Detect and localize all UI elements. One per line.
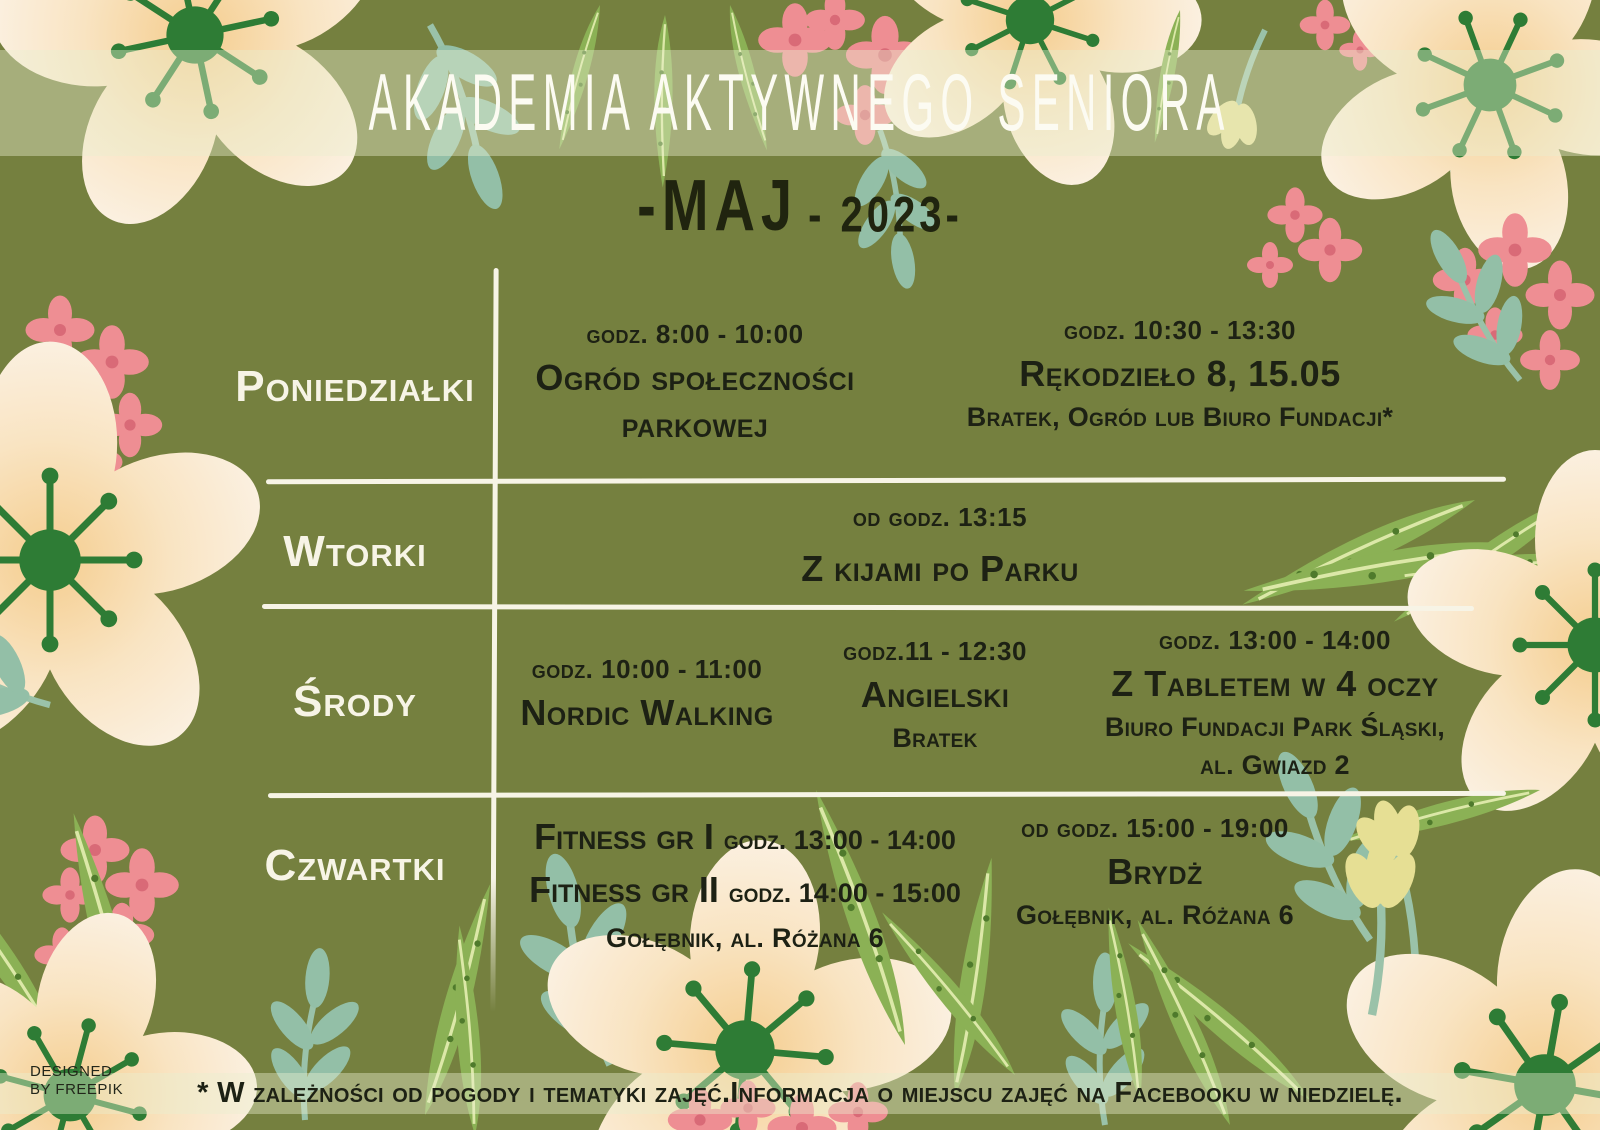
credit-line-1: DESIGNED: [30, 1063, 113, 1080]
footer-banner: [0, 1073, 1600, 1114]
activity-name: Ogród społeczności parkowej: [535, 357, 855, 445]
fitness-group-2: [505, 865, 985, 918]
activity-handicraft: [930, 312, 1430, 435]
activity-english: [800, 633, 1070, 756]
activity-location: Bratek: [892, 723, 978, 753]
activity-nordic-park: [560, 499, 1320, 592]
activity-location-line2: al. Gwiazd 2: [1200, 750, 1350, 780]
day-label-wednesday: Środy: [293, 677, 417, 726]
activity-nordic-walking: [497, 651, 797, 736]
activity-garden: [500, 316, 890, 448]
activity-time: od godz. 13:15: [852, 502, 1028, 532]
credit-line-2: BY FREEPIK: [30, 1081, 124, 1098]
day-label-tuesday: Wtorki: [283, 527, 427, 576]
activity-time: od godz. 15:00 - 19:00: [1021, 813, 1289, 843]
title-banner: [0, 50, 1600, 156]
activity-time: godz. 13:00 - 14:00: [723, 825, 956, 855]
activity-name: Angielski: [860, 674, 1010, 715]
activity-bridge: [985, 810, 1325, 933]
activity-name: Fitness gr I: [534, 816, 724, 857]
activity-fitness: [505, 812, 985, 956]
activity-time: godz. 10:00 - 11:00: [531, 654, 763, 684]
activity-time: godz. 10:30 - 13:30: [1063, 315, 1297, 345]
activity-name: Brydż: [1107, 851, 1203, 892]
activity-name: Fitness gr II: [529, 869, 729, 910]
activity-location: Gołębnik, al. Różana 6: [606, 923, 884, 953]
activity-time: godz. 14:00 - 15:00: [728, 878, 961, 908]
activity-location: Gołębnik, al. Różana 6: [1016, 900, 1294, 930]
year-label: - 2023-: [808, 187, 963, 243]
date-line: [0, 163, 1600, 247]
fitness-group-1: [505, 812, 985, 865]
day-label-monday: Poniedziałki: [235, 362, 475, 411]
designer-credit: [30, 1063, 123, 1099]
activity-name: Z kijami po Parku: [801, 548, 1079, 589]
day-label-thursday: Czwartki: [264, 841, 446, 890]
activity-name: Z Tabletem w 4 oczy: [1111, 663, 1439, 704]
activity-time: godz. 8:00 - 10:00: [586, 319, 804, 349]
activity-location: Biuro Fundacji Park Śląski,: [1104, 712, 1446, 742]
activity-time: godz. 13:00 - 14:00: [1158, 625, 1392, 655]
poster-title: AKADEMIA AKTYWNEGO SENIORA: [368, 58, 1232, 148]
activity-name: Rękodzieło 8, 15.05: [1019, 353, 1341, 394]
activity-location: Bratek, Ogród lub Biuro Fundacji*: [966, 402, 1394, 432]
month-label: -MAJ: [637, 163, 799, 246]
activity-tablet: [1075, 622, 1475, 783]
footer-note: * W zależności od pogody i tematyki zajęć.Informacja o miejscu zajęć na Facebooku w niedzielę.: [197, 1077, 1403, 1109]
activity-name: Nordic Walking: [520, 692, 774, 733]
activity-time: godz.11 - 12:30: [843, 636, 1027, 666]
